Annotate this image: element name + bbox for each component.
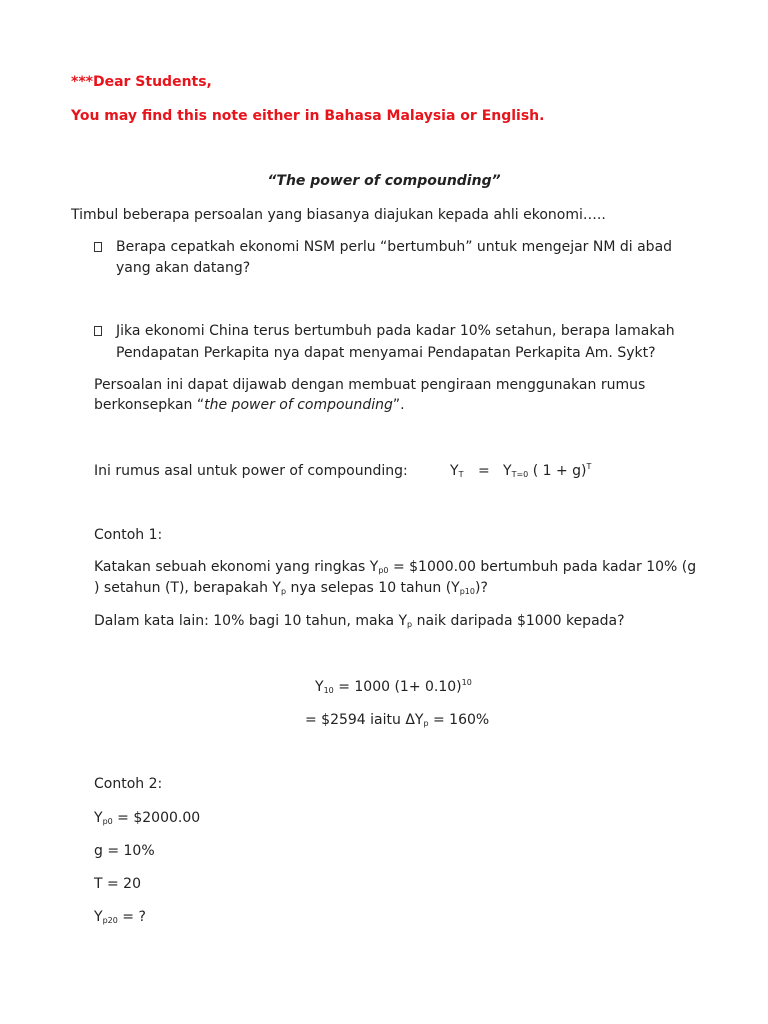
contoh-1-line-1: Katakan sebuah ekonomi yang ringkas $Y_{p0}$ = $1000.00 bertumbuh pada kadar 10% (g	[94, 559, 697, 575]
bullet-2-line-1: Jika ekonomi China terus bertumbuh pada kadar 10% setahun, berapa lamakah	[116, 323, 675, 339]
bullet-2-line-2: Pendapatan Perkapita nya dapat menyamai Pendapatan Perkapita Am. Sykt?	[116, 345, 656, 361]
formula-label: Ini rumus asal untuk power of compounding:	[94, 463, 408, 479]
bullet-1-line-2: yang akan datang?	[116, 260, 251, 276]
formula-rhs: $Y_{T=0}$ ( 1 + g)$^T$	[503, 462, 592, 479]
contoh-2-question: $Y_{p20}$ = ?	[94, 909, 146, 925]
bullet-box-icon	[94, 326, 102, 336]
contoh-1-line-3: Dalam kata lain: 10% bagi 10 tahun, maka $Y_p$ naik daripada $1000 kepada?	[94, 613, 625, 629]
formula-equals: =	[478, 463, 490, 479]
contoh-1-line-2: ) setahun (T), berapakah $Y_p$ nya selepas 10 tahun $(Y_{p10})$?	[94, 580, 488, 596]
bullet-box-icon	[94, 242, 102, 252]
page-title: “The power of compounding”	[267, 173, 501, 189]
note-language: You may find this note either in Bahasa Malaysia or English.	[71, 108, 545, 124]
formula-lhs: $Y_T$	[450, 463, 464, 479]
intro-text: Timbul beberapa persoalan yang biasanya diajukan kepada ahli ekonomi…..	[71, 207, 606, 223]
contoh-1-heading: Contoh 1:	[94, 527, 163, 543]
contoh-1-equation-2: = $2594 iaitu $\Delta Y_p = 160\%$	[305, 712, 490, 728]
bullet-1-line-1: Berapa cepatkah ekonomi NSM perlu “bertumbuh” untuk mengejar NM di abad	[116, 239, 673, 255]
persoalan-line-1: Persoalan ini dapat dijawab dengan membuat pengiraan menggunakan rumus	[94, 377, 646, 393]
contoh-1-equation-1: $Y_{10} = 1000$ $(1+ 0.10)^{10}$	[315, 678, 472, 695]
contoh-2-heading: Contoh 2:	[94, 776, 163, 792]
contoh-2-time: T = 20	[94, 876, 141, 892]
contoh-2-initial-income: $Y_{p0}$ = $2000.00	[94, 810, 201, 826]
note-greeting: ***Dear Students,	[71, 74, 212, 90]
persoalan-line-2: berkonsepkan “the power of compounding”.	[94, 397, 405, 413]
contoh-2-growth-rate: g = 10%	[94, 843, 155, 859]
